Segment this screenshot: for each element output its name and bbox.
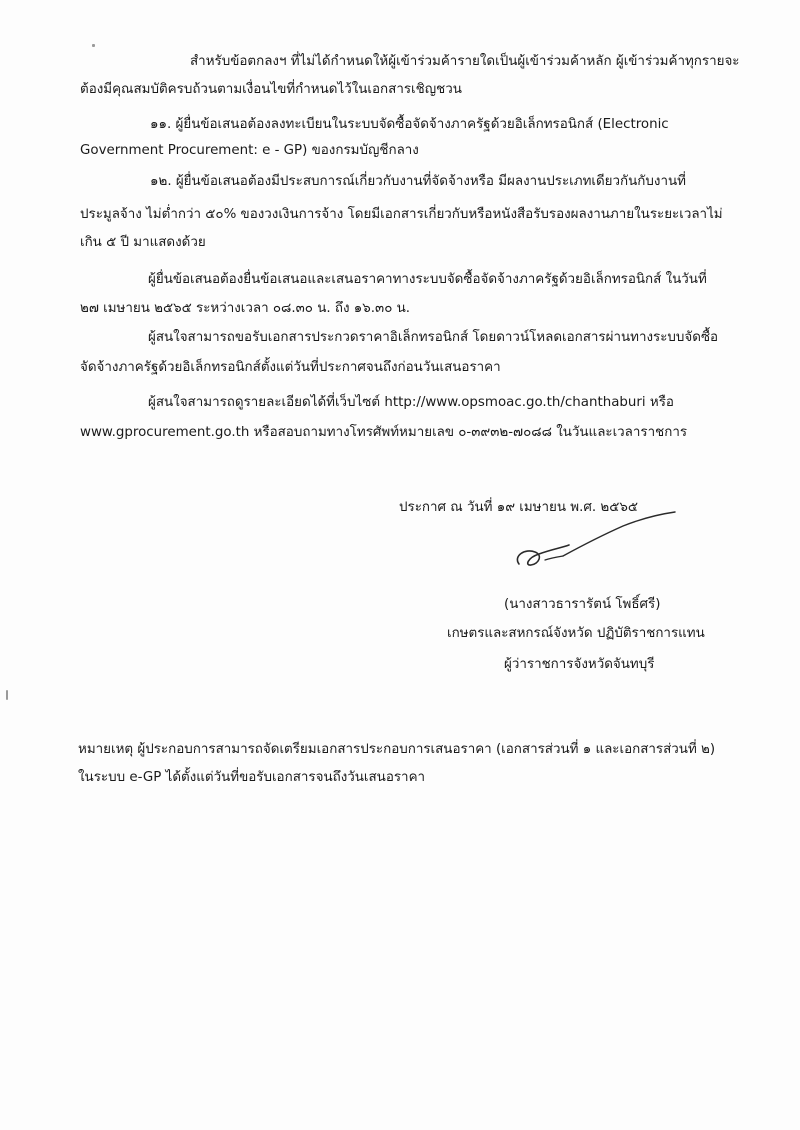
body-line: ประมูลจ้าง ไม่ต่ำกว่า ๕๐% ของวงเงินการจ้าง โดยมีเอกสารเกี่ยวกับหรือหนังสือรับรองผลงานภายในระยะเวลาไม่ [80,207,723,222]
note-line: หมายเหตุ ผู้ประกอบการสามารถจัดเตรียมเอกสารประกอบการเสนอราคา (เอกสารส่วนที่ ๑ และเอกสารส่วนที่ ๒) [78,742,716,757]
body-line: เกิน ๕ ปี มาแสดงด้วย [80,235,206,250]
signatory-position: เกษตรและสหกรณ์จังหวัด ปฏิบัติราชการแทน [447,626,705,641]
body-line: ผู้ยื่นข้อเสนอต้องยื่นข้อเสนอและเสนอราคาทางระบบจัดซื้อจัดจ้างภาครัฐด้วยอิเล็กทรอนิกส์ ในวันที่ [148,272,707,287]
body-line: จัดจ้างภาครัฐด้วยอิเล็กทรอนิกส์ตั้งแต่วันที่ประกาศจนถึงก่อนวันเสนอราคา [80,360,501,375]
signatory-position: ผู้ว่าราชการจังหวัดจันทบุรี [504,657,655,672]
body-line: www.gprocurement.go.th หรือสอบถามทางโทรศัพท์หมายเลข ๐-๓๙๓๒-๗๐๘๘ ในวันและเวลาราชการ [80,425,688,440]
signatory-name: (นางสาวธารารัตน์ โพธิ์ศรี) [504,597,661,612]
body-line: สำหรับข้อตกลงฯ ที่ไม่ได้กำหนดให้ผู้เข้าร่วมค้ารายใดเป็นผู้เข้าร่วมค้าหลัก ผู้เข้าร่วมค้าทุกรายจะ [190,54,740,69]
scan-speck [6,690,8,700]
body-line: ๒๗ เมษายน ๒๕๖๕ ระหว่างเวลา ๐๘.๓๐ น. ถึง ๑๖.๓๐ น. [80,301,411,316]
body-line: ต้องมีคุณสมบัติครบถ้วนตามเงื่อนไขที่กำหนดไว้ในเอกสารเชิญชวน [80,82,462,97]
body-line: ๑๒. ผู้ยื่นข้อเสนอต้องมีประสบการณ์เกี่ยวกับงานที่จัดจ้างหรือ มีผลงานประเภทเดียวกันกับงานที่ [150,174,686,189]
scan-speck [92,44,95,47]
announce-date: ประกาศ ณ วันที่ ๑๙ เมษายน พ.ศ. ๒๕๖๕ [399,500,638,515]
body-line: ผู้สนใจสามารถขอรับเอกสารประกวดราคาอิเล็กทรอนิกส์ โดยดาวน์โหลดเอกสารผ่านทางระบบจัดซื้อ [148,330,719,345]
body-line: ผู้สนใจสามารถดูรายละเอียดได้ที่เว็บไซต์ http://www.opsmoac.go.th/chanthaburi หรือ [148,395,674,410]
body-line: ๑๑. ผู้ยื่นข้อเสนอต้องลงทะเบียนในระบบจัดซื้อจัดจ้างภาครัฐด้วยอิเล็กทรอนิกส์ (Electronic [150,117,669,132]
handwritten-signature [505,512,685,572]
body-line: Government Procurement: e - GP) ของกรมบัญชีกลาง [80,143,419,158]
note-line: ในระบบ e-GP ได้ตั้งแต่วันที่ขอรับเอกสารจนถึงวันเสนอราคา [78,770,426,785]
